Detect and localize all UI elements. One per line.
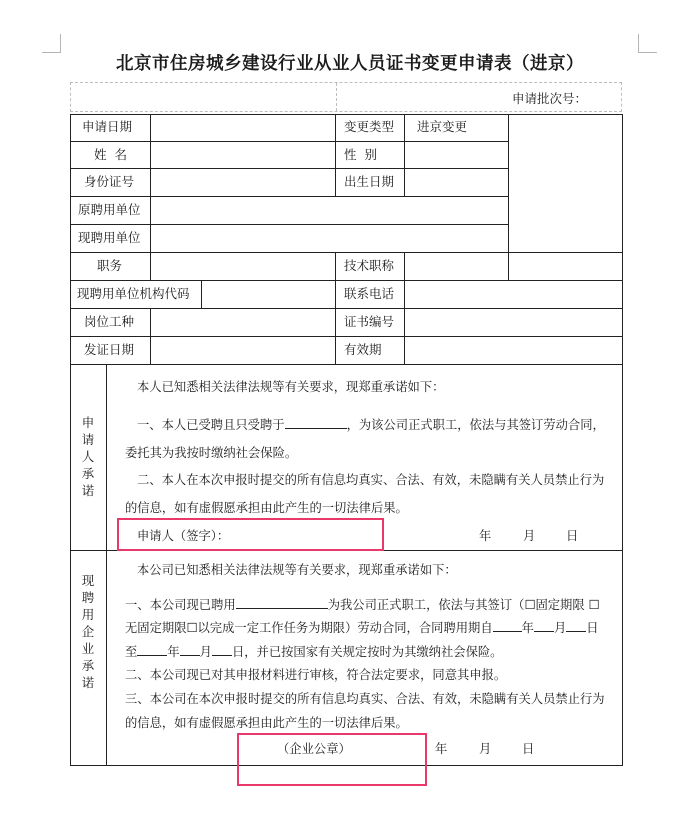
label-issue-date: 发证日期 xyxy=(84,342,135,357)
company-clause-3: 三、本公司在本次申报时提交的所有信息均真实、合法、有效，未隐瞒有关人员禁止行为 xyxy=(125,692,605,706)
applicant-clause-2: 二、本人在本次申报时提交的所有信息均真实、合法、有效，未隐瞒有关人员禁止行为 xyxy=(137,473,605,487)
label-org-code: 现聘用单位机构代码 xyxy=(77,286,190,301)
company-clause-3-cont: 的信息，如有虚假愿承担由此产生的一切法律后果。 xyxy=(125,716,408,730)
label-gender: 性 别 xyxy=(344,147,377,162)
company-intro: 本公司已知悉相关法律法规等有关要求，现郑重承诺如下： xyxy=(137,563,457,577)
label-valid-period: 有效期 xyxy=(344,342,382,357)
company-clause-1-cont: 无固定期限☐以完成一定工作任务为期限）劳动合同，合同聘用期自 年 月 日 xyxy=(125,621,599,635)
label-former-employer: 原聘用单位 xyxy=(78,202,141,217)
company-sign-month: 月 xyxy=(479,742,492,756)
company-clause-2: 二、本公司现已对其申报材料进行审核，符合法定要求，同意其申报。 xyxy=(125,668,507,682)
batch-number-label: 申请批次号： xyxy=(511,91,587,106)
batch-number-row xyxy=(70,82,622,112)
label-position: 职务 xyxy=(97,258,123,273)
applicant-sign-month: 月 xyxy=(523,529,536,543)
label-apply-date: 申请日期 xyxy=(82,119,133,134)
company-seal-highlight[interactable] xyxy=(237,733,427,786)
label-cert-number: 证书编号 xyxy=(344,314,395,329)
applicant-clause-2-cont: 的信息，如有虚假愿承担由此产生的一切法律后果。 xyxy=(125,501,408,515)
label-current-employer: 现聘用单位 xyxy=(78,230,141,245)
applicant-signature-highlight[interactable] xyxy=(117,518,384,551)
company-clause-1-end: 至 年 月 日，并已按国家有关规定按时为其缴纳社会保险。 xyxy=(125,645,503,659)
company-sign-year: 年 xyxy=(435,742,448,756)
label-id-number: 身份证号 xyxy=(84,174,135,189)
label-name: 姓 名 xyxy=(94,147,127,162)
company-sign-day: 日 xyxy=(522,742,535,756)
company-clause-1: 一、本公司现已聘用 为我公司正式职工，依法与其签订（☐固定期限 ☐ xyxy=(125,598,600,612)
applicant-intro: 本人已知悉相关法律法规等有关要求，现郑重承诺如下： xyxy=(137,380,445,394)
applicant-clause-1: 一、本人已受聘且只受聘于 ，为该公司正式职工，依法与其签订劳动合同， xyxy=(137,418,605,432)
label-tech-title: 技术职称 xyxy=(344,258,395,273)
applicant-sign-day: 日 xyxy=(566,529,579,543)
company-seal-label: （企业公章） xyxy=(277,742,351,756)
company-commitment-label: 现聘用企业承诺 xyxy=(81,573,95,690)
applicant-signature-label: 申请人（签字）： xyxy=(137,529,230,543)
applicant-commitment-label: 申请人承诺 xyxy=(81,415,95,498)
label-phone: 联系电话 xyxy=(344,286,395,301)
applicant-sign-year: 年 xyxy=(479,529,492,543)
form-title: 北京市住房城乡建设行业从业人员证书变更申请表（进京） xyxy=(116,54,584,74)
label-job-type: 岗位工种 xyxy=(84,314,135,329)
label-birth-date: 出生日期 xyxy=(344,174,395,189)
change-type-value: 进京变更 xyxy=(417,119,468,134)
label-change-type: 变更类型 xyxy=(344,119,395,134)
applicant-clause-1-cont: 委托其为我按时缴纳社会保险。 xyxy=(125,446,298,460)
